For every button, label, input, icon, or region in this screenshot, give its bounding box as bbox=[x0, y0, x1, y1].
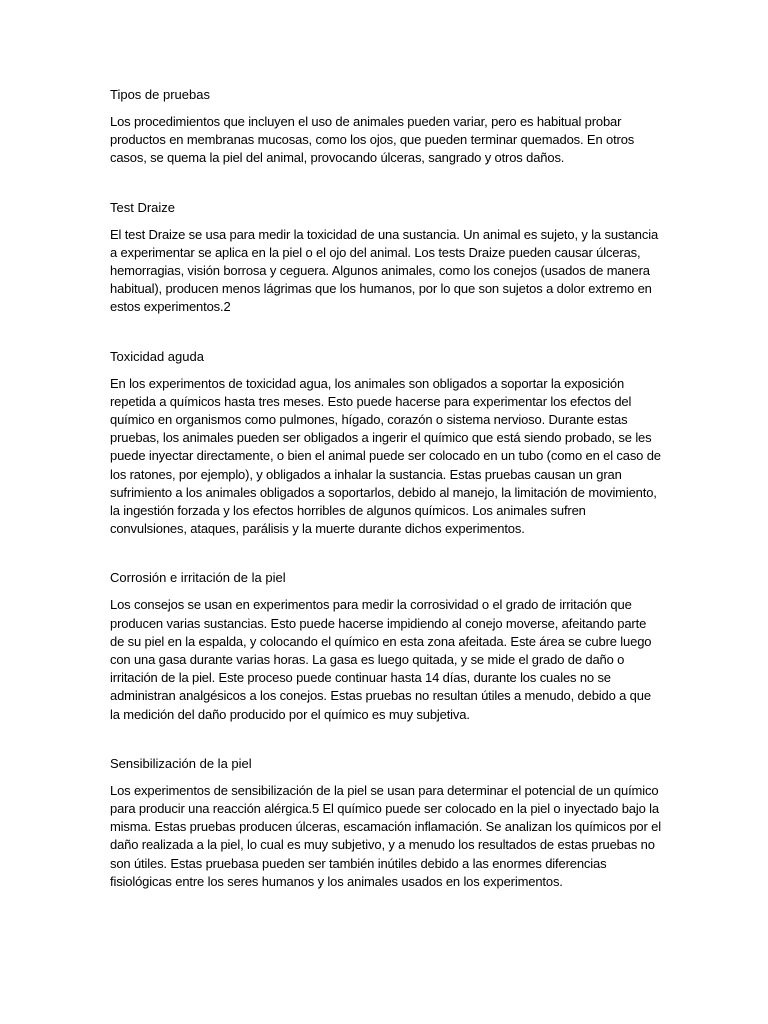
section-toxicidad-aguda bbox=[110, 348, 662, 539]
section-spacer bbox=[110, 317, 662, 348]
section-paragraph: Los procedimientos que incluyen el uso de animales pueden variar, pero es habitual probar productos en membranas mucosas, como los ojos, que pueden terminar quemados. En otros casos, se quema la piel del animal, provocando úlceras, sangrado y otros daños. bbox=[110, 114, 635, 166]
section-spacer bbox=[110, 538, 662, 569]
section-test-draize bbox=[110, 199, 662, 317]
section-heading: Sensibilización de la piel bbox=[110, 755, 252, 771]
document-page bbox=[110, 86, 662, 891]
section-spacer bbox=[110, 168, 662, 199]
section-sensibilizacion bbox=[110, 755, 662, 891]
section-tipos-de-pruebas bbox=[110, 86, 662, 168]
section-spacer bbox=[110, 724, 662, 755]
section-heading: Test Draize bbox=[110, 199, 176, 215]
section-corrosion-irritacion bbox=[110, 569, 662, 723]
section-paragraph: Los experimentos de sensibilización de la piel se usan para determinar el potencial de un químico para producir una reacción alérgica.5 El químico puede ser colocado en la piel o inyectado bajo la misma. Estas pruebas producen úlceras, escamación inflamación. Se analizan los químicos por el daño realizada a la piel, lo cual es muy subjetivo, y a menudo los resultados de estas pruebas no son útiles. Estas pruebasa pueden ser también inútiles debido a las enormes diferencias fisiológicas entre los seres humanos y los animales usados en los experimentos. bbox=[110, 782, 661, 889]
section-paragraph: En los experimentos de toxicidad agua, los animales son obligados a soportar la exposición repetida a químicos hasta tres meses. Esto puede hacerse para experimentar los efectos del químico en organismos como pulmones, hígado, corazón o sistema nervioso. Durante estas pruebas, los animales pueden ser obligados a ingerir el químico que está siendo probado, se les puede inyectar directamente, o bien el animal puede ser colocado en un tubo (como en el caso de los ratones, por ejemplo), y obligados a inhalar la sustancia. Estas pruebas causan un gran sufrimiento a los animales obligados a soportarlos, debido al manejo, la limitación de movimiento, la ingestión forzada y los efectos horribles de algunos químicos. Los animales sufren convulsiones, ataques, parálisis y la muerte durante dichos experimentos. bbox=[110, 375, 661, 537]
section-heading: Tipos de pruebas bbox=[110, 87, 210, 102]
section-heading: Corrosión e irritación de la piel bbox=[110, 570, 286, 586]
section-paragraph: El test Draize se usa para medir la toxicidad de una sustancia. Un animal es sujeto, y la sustancia a experimentar se aplica en la piel o el ojo del animal. Los tests Draize pueden causar úlceras, hemorragias, visión borrosa y ceguera. Algunos animales, como los conejos (usados de manera habitual), producen menos lágrimas que los humanos, por lo que son sujetos a dolor extremo en estos experimentos.2 bbox=[110, 226, 659, 315]
section-heading: Toxicidad aguda bbox=[110, 348, 204, 364]
section-paragraph: Los consejos se usan en experimentos para medir la corrosividad o el grado de irritación que producen varias sustancias. Esto puede hacerse impidiendo al conejo moverse, afeitando parte de su piel en la espalda, y colocando el químico en esta zona afeitada. Este área se cubre luego con una gasa durante varias horas. La gasa es luego quitada, y se mide el grado de daño o irritación de la piel. Este proceso puede continuar hasta 14 días, durante los cuales no se administran analgésicos a los conejos. Estas pruebas no resultan útiles a menudo, debido a que la medición del daño producido por el químico es muy subjetiva. bbox=[110, 597, 652, 722]
